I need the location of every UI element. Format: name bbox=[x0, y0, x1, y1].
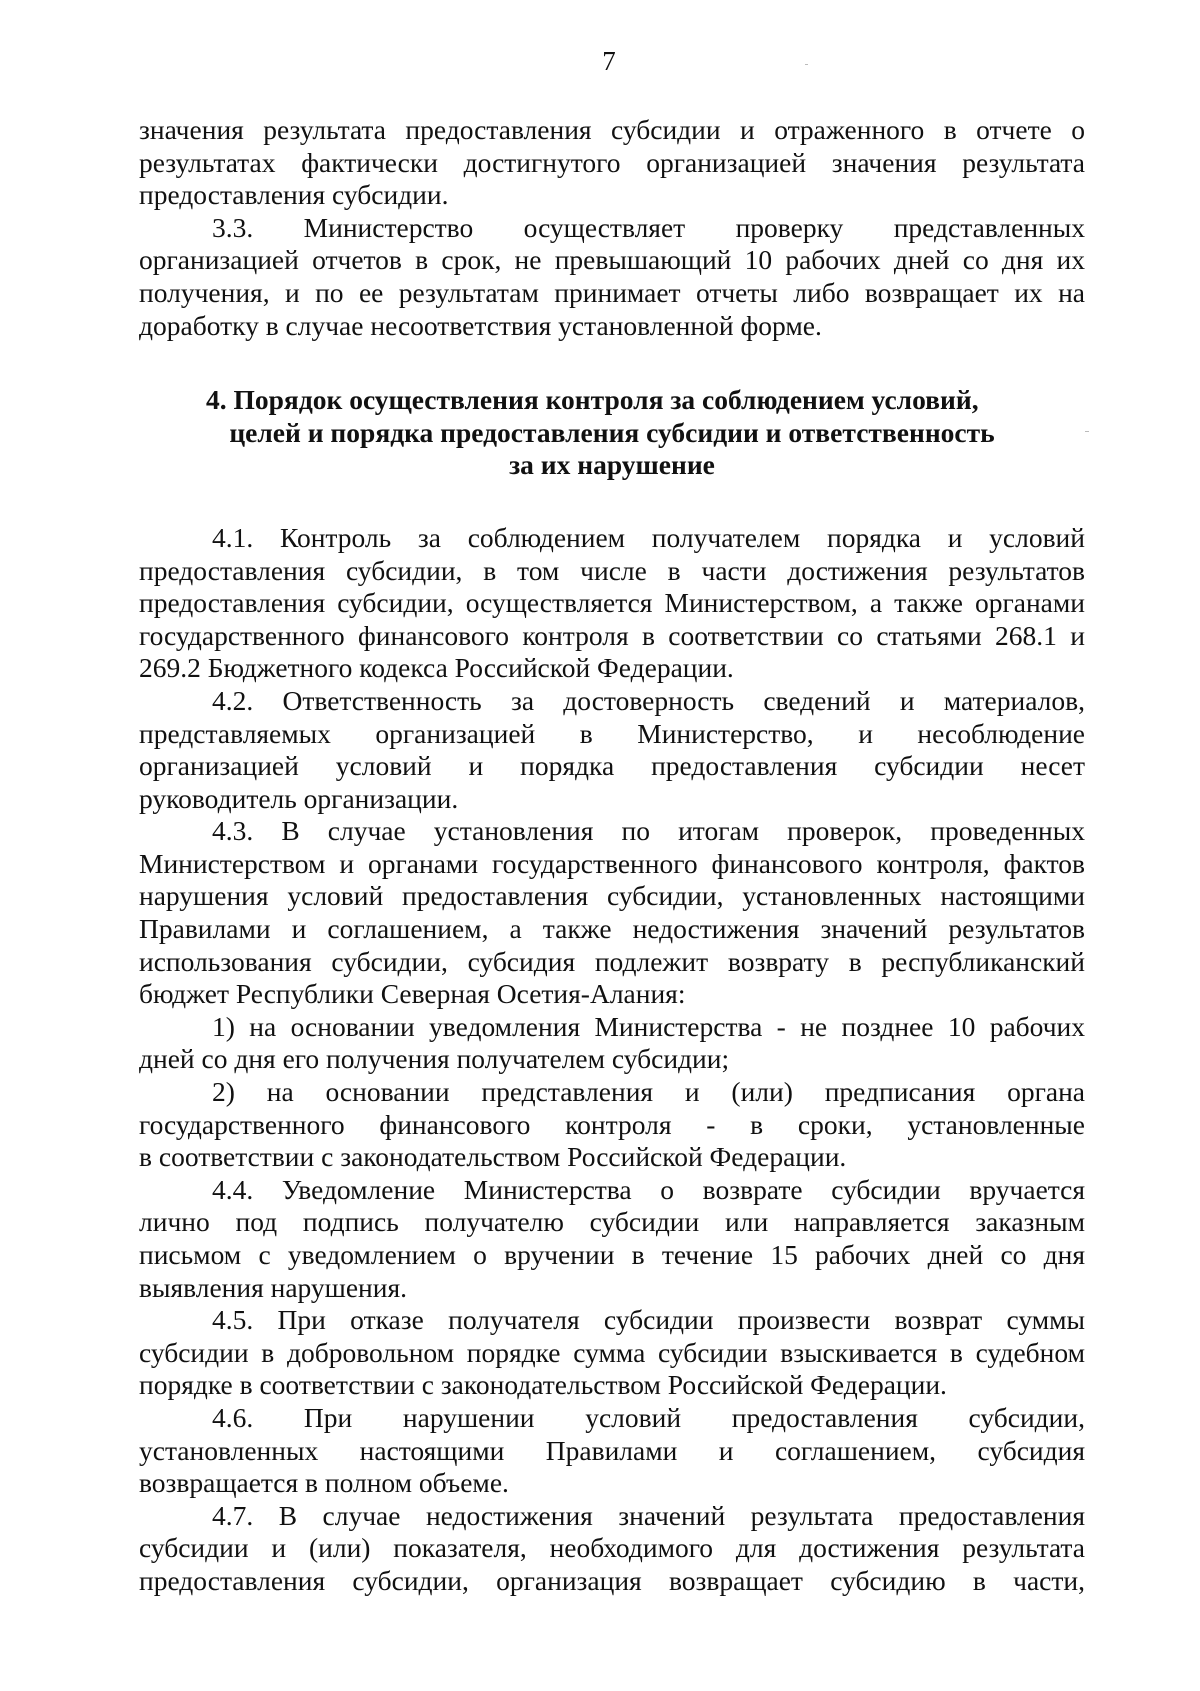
text-line: письмом с уведомлением о вручении в течение 15 рабочих дней со дня bbox=[139, 1239, 1085, 1270]
text-line: 269.2 Бюджетного кодекса Российской Федерации. bbox=[139, 652, 734, 684]
text-line: руководитель организации. bbox=[139, 782, 459, 814]
text-line: организацией отчетов в срок, не превышающий 10 рабочих дней со дня их bbox=[139, 244, 1085, 276]
document-body bbox=[139, 114, 1085, 1598]
text-line: 2) на основании представления и (или) предписания органа bbox=[212, 1076, 1085, 1108]
paragraph-4-4 bbox=[139, 1174, 1085, 1304]
paragraph-4-6 bbox=[139, 1402, 1085, 1500]
text-line: порядке в соответствии с законодательством Российской Федерации. bbox=[139, 1369, 947, 1401]
text-line: в соответствии с законодательством Российской Федерации. bbox=[139, 1141, 847, 1173]
section-4-heading bbox=[139, 384, 1085, 482]
paragraph-3-3 bbox=[139, 212, 1085, 342]
text-line: представляемых организацией в Министерство, и несоблюдение bbox=[139, 717, 1085, 749]
text-line: 4.5. При отказе получателя субсидии произвести возврат суммы bbox=[212, 1304, 1085, 1336]
text-line: субсидии в добровольном порядке сумма субсидии взыскивается в судебном bbox=[139, 1336, 1085, 1368]
text-line: лично под подпись получателю субсидии или направляется заказным bbox=[139, 1206, 1085, 1238]
text-line: доработку в случае несоответствия установленной форме. bbox=[139, 309, 822, 341]
paragraph-4-3 bbox=[139, 815, 1085, 1011]
heading-line: 4. Порядок осуществления контроля за соблюдением условий, bbox=[206, 384, 979, 416]
text-line: субсидии и (или) показателя, необходимого для достижения результата bbox=[139, 1532, 1085, 1564]
text-line: использования субсидии, субсидия подлежит возврату в республиканский bbox=[139, 945, 1085, 977]
text-line: предоставления субсидии, в том числе в части достижения результатов bbox=[139, 554, 1085, 586]
text-line: бюджет Республики Северная Осетия-Алания: bbox=[139, 978, 686, 1010]
text-line: 4.2. Ответственность за достоверность сведений и материалов, bbox=[212, 684, 1085, 716]
text-line: 4.6. При нарушении условий предоставления субсидии, bbox=[212, 1401, 1085, 1433]
text-line: Министерством и органами государственного финансового контроля, фактов bbox=[139, 847, 1085, 879]
text-line: предоставления субсидии. bbox=[139, 179, 449, 211]
text-line: получения, и по ее результатам принимает отчеты либо возвращает их на bbox=[139, 276, 1085, 308]
text-line: государственного финансового контроля - в сроки, установленные bbox=[139, 1108, 1085, 1140]
text-line: государственного финансового контроля в соответствии со статьями 268.1 и bbox=[139, 619, 1085, 651]
scan-speck bbox=[805, 64, 808, 65]
text-line: выявления нарушения. bbox=[139, 1271, 408, 1303]
paragraph-4-7 bbox=[139, 1500, 1085, 1598]
text-line: 4.3. В случае установления по итогам проверок, проведенных bbox=[212, 815, 1085, 847]
text-line: Правилами и соглашением, а также недостижения значений результатов bbox=[139, 913, 1085, 945]
paragraph-intro-continuation bbox=[139, 114, 1085, 212]
list-item-2 bbox=[139, 1076, 1085, 1174]
text-line: 3.3. Министерство осуществляет проверку представленных bbox=[212, 211, 1085, 243]
text-line: предоставления субсидии, организация возвращает субсидию в части, bbox=[139, 1564, 1085, 1596]
text-line: установленных настоящими Правилами и соглашением, субсидия bbox=[139, 1434, 1085, 1466]
text-line: дней со дня его получения получателем субсидии; bbox=[139, 1043, 730, 1075]
paragraph-4-2 bbox=[139, 685, 1085, 815]
paragraph-4-5 bbox=[139, 1304, 1085, 1402]
text-line: возвращается в полном объеме. bbox=[139, 1467, 509, 1499]
page-number: 7 bbox=[602, 46, 616, 76]
text-line: 4.7. В случае недостижения значений результата предоставления bbox=[212, 1499, 1085, 1531]
text-line: предоставления субсидии, осуществляется Министерством, а также органами bbox=[139, 587, 1085, 619]
text-line: организацией условий и порядка предоставления субсидии несет bbox=[139, 750, 1085, 782]
scan-speck bbox=[1085, 431, 1089, 432]
text-line: результатах фактически достигнутого организацией значения результата bbox=[139, 146, 1085, 178]
list-item-1 bbox=[139, 1011, 1085, 1076]
heading-line: за их нарушение bbox=[509, 449, 715, 481]
text-line: 4.1. Контроль за соблюдением получателем порядка и условий bbox=[212, 521, 1085, 553]
paragraph-4-1 bbox=[139, 522, 1085, 685]
text-line: 4.4. Уведомление Министерства о возврате субсидии вручается bbox=[212, 1173, 1085, 1205]
text-line: значения результата предоставления субсидии и отраженного в отчете о bbox=[139, 114, 1085, 145]
heading-line: целей и порядка предоставления субсидии и ответственность bbox=[229, 416, 995, 448]
text-line: 1) на основании уведомления Министерства - не позднее 10 рабочих bbox=[212, 1010, 1085, 1042]
text-line: нарушения условий предоставления субсидии, установленных настоящими bbox=[139, 880, 1085, 912]
